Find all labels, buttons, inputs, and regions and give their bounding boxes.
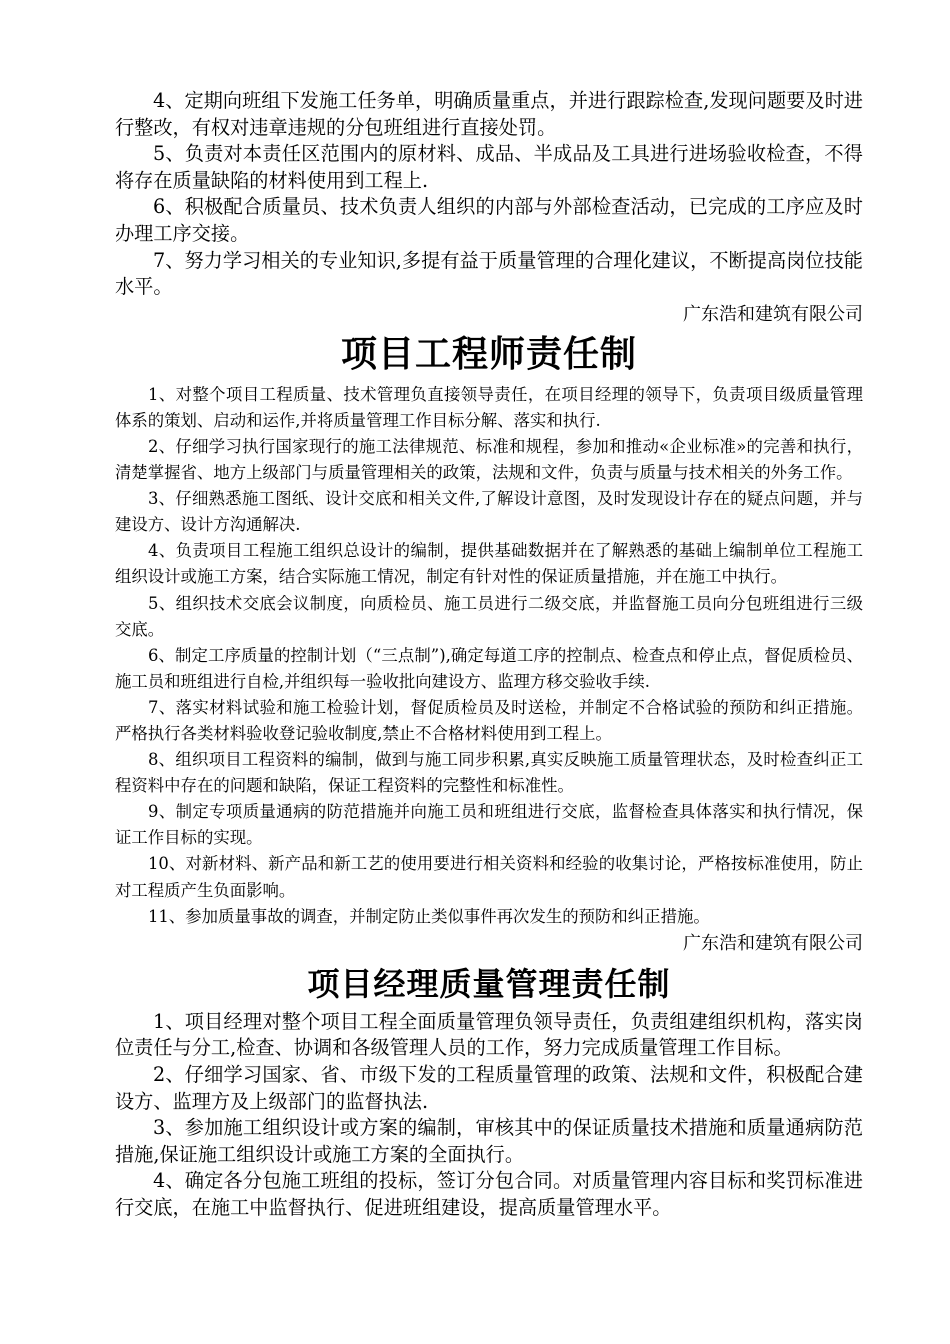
engineer-item: 1、对整个项目工程质量、技术管理负直接领导责任，在项目经理的领导下，负责项目级质量管理体系的策划、启动和运作,并将质量管理工作目标分解、落实和执行. bbox=[115, 384, 863, 430]
engineer-item: 8、组织项目工程资料的编制，做到与施工同步积累,真实反映施工质量管理状态，及时检查纠正工程资料中存在的问题和缺陷，保证工程资料的完整性和标准性。 bbox=[115, 750, 863, 796]
manager-item: 2、仔细学习国家、省、市级下发的工程质量管理的政策、法规和文件，积极配合建设方、监理方及上级部门的监督执法. bbox=[115, 1062, 863, 1113]
manager-item: 3、参加施工组织设计或方案的编制，审核其中的保证质量技术措施和质量通病防范措施,保证施工组织设计或施工方案的全面执行。 bbox=[115, 1116, 863, 1166]
engineer-item: 6、制定工序质量的控制计划（“三点制”),确定每道工序的控制点、检查点和停止点，督促质检员、施工员和班组进行自检,并组织每一验收批向建设方、监理方移交验收手续. bbox=[115, 645, 863, 691]
responsibility-item: 7、努力学习相关的专业知识,多提有益于质量管理的合理化建议，不断提高岗位技能水平。 bbox=[115, 248, 863, 299]
engineer-item: 2、仔细学习执行国家现行的施工法律规范、标准和规程，参加和推动«企业标准»的完善和执行，清楚掌握省、地方上级部门与质量管理相关的政策，法规和文件，负责与质量与技术相关的外务工作。 bbox=[115, 436, 863, 483]
engineer-item: 7、落实材料试验和施工检验计划，督促质检员及时送检，并制定不合格试验的预防和纠正措施。严格执行各类材料验收登记验收制度,禁止不合格材料使用到工程上。 bbox=[115, 697, 863, 743]
section-title-manager: 项目经理质量管理责任制 bbox=[307, 964, 671, 1003]
document-page bbox=[115, 88, 863, 1221]
engineer-item: 3、仔细熟悉施工图纸、设计交底和相关文件,了解设计意图，及时发现设计存在的疑点问题，并与建设方、设计方沟通解决. bbox=[115, 489, 863, 535]
responsibility-item: 4、定期向班组下发施工任务单，明确质量重点，并进行跟踪检查,发现问题要及时进行整改，有权对违章违规的分包班组进行直接处罚。 bbox=[115, 89, 863, 139]
engineer-item: 10、对新材料、新产品和新工艺的使用要进行相关资料和经验的收集讨论，严格按标准使用，防止对工程质产生负面影响。 bbox=[115, 854, 863, 900]
engineer-item: 5、组织技术交底会议制度，向质检员、施工员进行二级交底，并监督施工员向分包班组进行三级交底。 bbox=[115, 593, 863, 639]
engineer-item: 4、负责项目工程施工组织总设计的编制，提供基础数据并在了解熟悉的基础上编制单位工程施工组织设计或施工方案，结合实际施工情况，制定有针对性的保证质量措施，并在施工中执行。 bbox=[115, 541, 863, 587]
engineer-item: 9、制定专项质量通病的防范措施并向施工员和班组进行交底，监督检查具体落实和执行情况，保证工作目标的实现。 bbox=[115, 802, 863, 848]
responsibility-item: 5、负责对本责任区范围内的原材料、成品、半成品及工具进行进场验收检查，不得将存在质量缺陷的材料使用到工程上. bbox=[115, 142, 863, 192]
manager-item: 4、确定各分包施工班组的投标，签订分包合同。对质量管理内容目标和奖罚标准进行交底，在施工中监督执行、促进班组建设，提高质量管理水平。 bbox=[115, 1169, 863, 1219]
manager-item: 1、项目经理对整个项目工程全面质量管理负领导责任，负责组建组织机构，落实岗位责任与分工,检查、协调和各级管理人员的工作，努力完成质量管理工作目标。 bbox=[115, 1009, 863, 1060]
engineer-item: 11、参加质量事故的调查，并制定防止类似事件再次发生的预防和纠正措施。 bbox=[148, 906, 710, 926]
section-title-engineer: 项目工程师责任制 bbox=[340, 333, 637, 375]
company-signature: 广东浩和建筑有限公司 bbox=[683, 932, 863, 954]
responsibility-item: 6、积极配合质量员、技术负责人组织的内部与外部检查活动，已完成的工序应及时办理工序交接。 bbox=[115, 195, 863, 245]
company-signature: 广东浩和建筑有限公司 bbox=[683, 303, 863, 325]
